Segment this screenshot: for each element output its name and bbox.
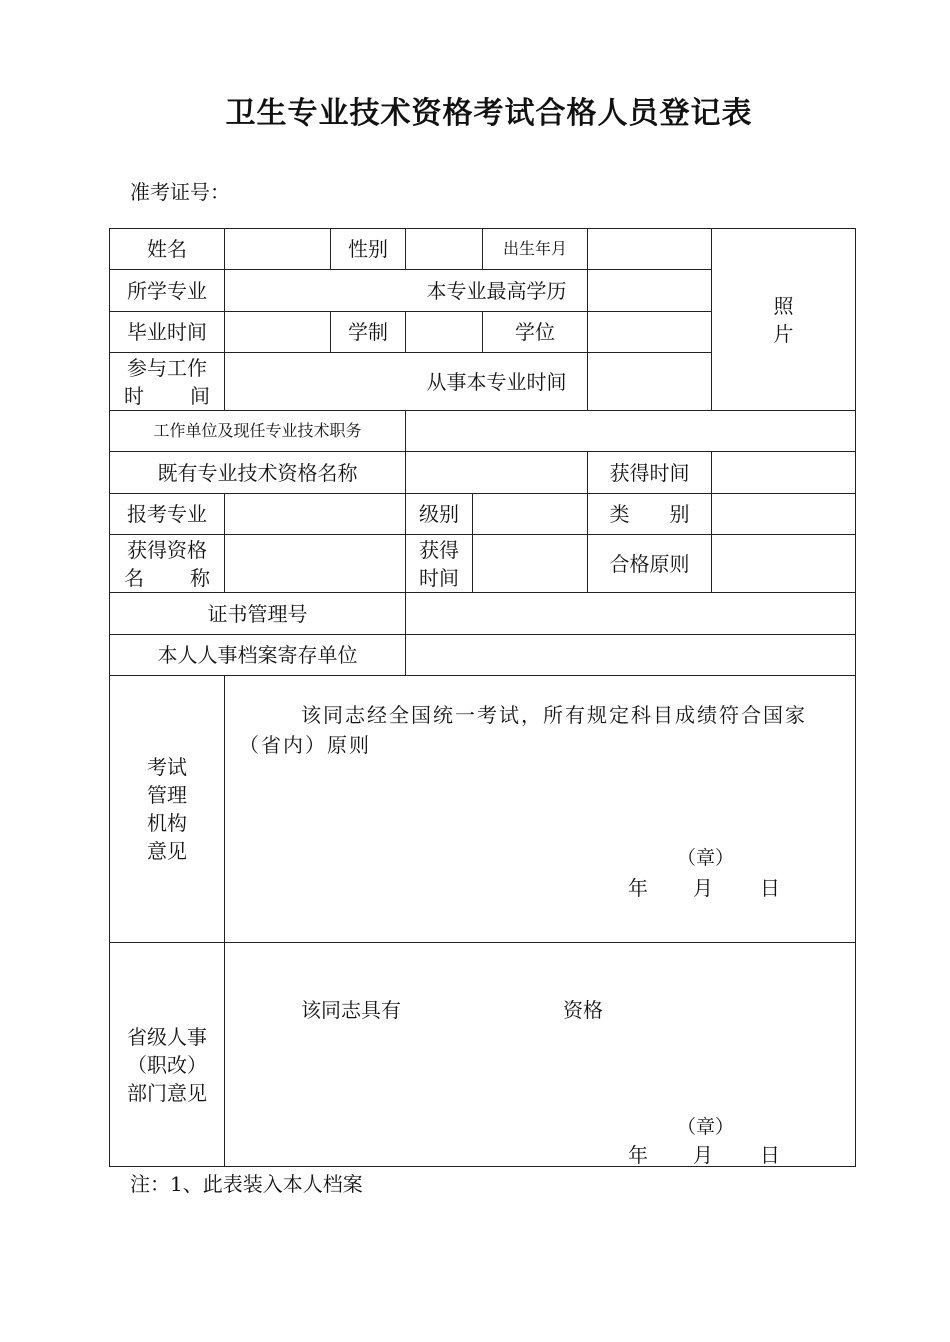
- exam-office-seal: （章）: [677, 847, 735, 869]
- footnote: 注：1、此表装入本人档案: [130, 1172, 363, 1196]
- qual-obtained-time-line1: 获得: [419, 537, 459, 562]
- certificate-number-field[interactable]: [406, 593, 855, 634]
- qualification-obtained-field[interactable]: [225, 535, 405, 592]
- graduation-time-field[interactable]: [225, 312, 330, 352]
- photo-label-line1: 照: [773, 293, 794, 318]
- schooling-system-label: 学制: [348, 320, 388, 344]
- gender-field[interactable]: [406, 229, 482, 269]
- qualification-obtained-line2b: 称: [190, 565, 210, 590]
- provincial-office-label-line: （职改）: [127, 1052, 207, 1077]
- provincial-office-month: 月: [693, 1143, 713, 1167]
- category-field[interactable]: [712, 494, 855, 534]
- pass-principle-label: 合格原则: [609, 551, 690, 576]
- work-start-field[interactable]: [225, 353, 405, 410]
- provincial-office-seal: （章）: [677, 1116, 735, 1138]
- birth-date-label: 出生年月: [502, 239, 567, 258]
- exam-number-label: 准考证号：: [130, 180, 230, 204]
- photo-label-line2: 片: [773, 321, 794, 346]
- provincial-office-year: 年: [628, 1143, 648, 1167]
- gender-label: 性别: [348, 237, 388, 261]
- work-start-line1: 参与工作: [127, 355, 207, 380]
- exam-office-label-line: 管理: [147, 783, 187, 807]
- name-field[interactable]: [225, 229, 330, 269]
- highest-education-field[interactable]: [588, 270, 711, 311]
- archive-unit-label: 本人人事档案寄存单位: [157, 643, 358, 667]
- provincial-office-day: 日: [760, 1143, 780, 1167]
- applied-major-label: 报考专业: [127, 502, 207, 526]
- obtained-time-field[interactable]: [712, 452, 855, 493]
- work-start-line2b: 间: [190, 383, 210, 408]
- obtained-time-label: 获得时间: [609, 460, 690, 485]
- birth-date-field[interactable]: [588, 229, 711, 269]
- exam-office-year: 年: [628, 876, 648, 900]
- qual-obtained-time-field[interactable]: [473, 535, 587, 592]
- work-start-line2: [124, 382, 210, 410]
- exam-office-statement-line2: （省内）原则: [239, 733, 371, 757]
- exam-office-statement-line1: 该同志经全国统一考试，所有规定科目成绩符合国家: [301, 703, 807, 727]
- employer-title-label: 工作单位及现任专业技术职务: [153, 421, 362, 440]
- highest-education-label: 本专业最高学历: [426, 278, 567, 303]
- provincial-office-opinion-area[interactable]: [225, 943, 855, 1166]
- degree-label: 学位: [515, 320, 555, 344]
- name-label: 姓名: [147, 237, 187, 261]
- level-label: 级别: [419, 502, 459, 526]
- qual-obtained-time-line2: 时间: [419, 565, 459, 590]
- qualification-obtained-label: [110, 535, 224, 592]
- work-start-line2a: 时: [124, 383, 144, 408]
- form-title: 卫生专业技术资格考试合格人员登记表: [225, 96, 753, 131]
- exam-office-label-line: 机构: [147, 811, 187, 835]
- exam-office-label: [110, 676, 224, 942]
- exam-office-opinion-area[interactable]: [225, 676, 855, 942]
- qualification-obtained-line2a: 名: [124, 565, 144, 590]
- provincial-statement-part2: 资格: [563, 998, 603, 1022]
- existing-qualification-field[interactable]: [406, 452, 587, 493]
- pass-principle-field[interactable]: [712, 535, 855, 592]
- qualification-obtained-line1: 获得资格: [127, 537, 207, 562]
- schooling-system-field[interactable]: [406, 312, 482, 352]
- provincial-office-label: [110, 943, 224, 1166]
- provincial-office-label-line: 部门意见: [127, 1080, 207, 1105]
- employer-title-field[interactable]: [406, 411, 855, 451]
- exam-office-label-line: 意见: [147, 839, 187, 863]
- graduation-time-label: 毕业时间: [127, 320, 207, 344]
- qualification-obtained-line2: [124, 564, 210, 592]
- provincial-statement-part1: 该同志具有: [301, 998, 401, 1022]
- existing-qualification-label: 既有专业技术资格名称: [157, 460, 358, 485]
- degree-field[interactable]: [588, 312, 711, 352]
- exam-office-month: 月: [693, 876, 713, 900]
- time-in-profession-field[interactable]: [588, 353, 711, 410]
- certificate-number-label: 证书管理号: [207, 601, 308, 626]
- major-studied-label: 所学专业: [127, 278, 207, 303]
- major-studied-field[interactable]: [225, 270, 405, 311]
- exam-office-day: 日: [760, 876, 780, 900]
- provincial-office-label-line: 省级人事: [127, 1024, 207, 1049]
- work-start-label: [110, 353, 224, 410]
- exam-office-label-line: 考试: [147, 755, 187, 779]
- applied-major-field[interactable]: [225, 494, 405, 534]
- photo-box[interactable]: [712, 229, 855, 410]
- level-field[interactable]: [473, 494, 587, 534]
- category-label: 类 别: [609, 502, 690, 526]
- archive-unit-field[interactable]: [406, 635, 855, 675]
- qual-obtained-time-label: [406, 535, 472, 592]
- time-in-profession-label: 从事本专业时间: [426, 369, 567, 394]
